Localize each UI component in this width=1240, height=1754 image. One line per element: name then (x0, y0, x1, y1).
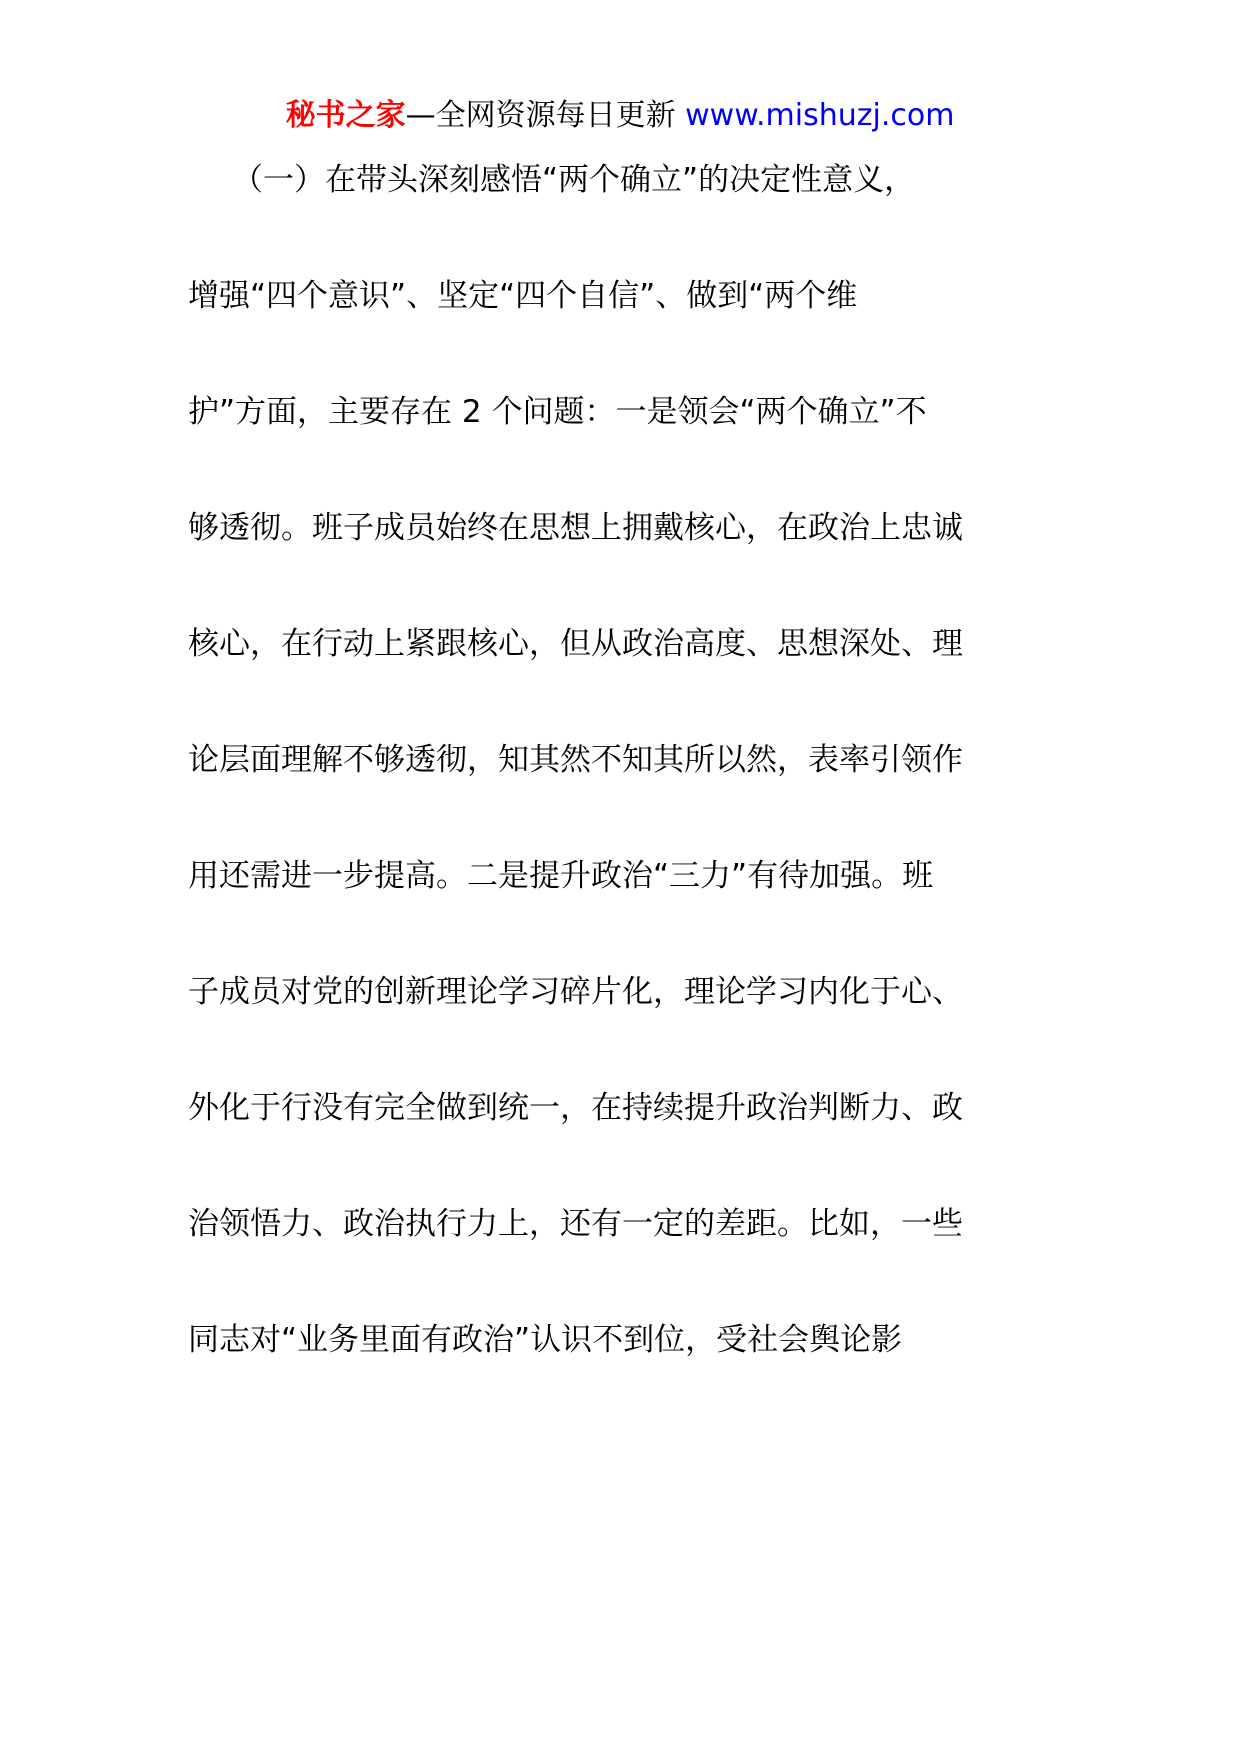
paragraph-line: 用还需进一步提高。二是提升政治“三力”有待加强。班 (188, 858, 934, 894)
paragraph-line: 治领悟力、政治执行力上，还有一定的差距。比如，一些 (188, 1206, 963, 1242)
paragraph-line: 核心，在行动上紧跟核心，但从政治高度、思想深处、理 (188, 626, 963, 662)
paragraph-line: 外化于行没有完全做到统一，在持续提升政治判断力、政 (188, 1090, 963, 1126)
paragraph-line: 子成员对党的创新理论学习碎片化，理论学习内化于心、 (188, 974, 963, 1010)
paragraph-line: 护”方面，主要存在 2 个问题：一是领会“两个确立”不 (188, 394, 927, 430)
paragraph-line: 同志对“业务里面有政治”认识不到位，受社会舆论影 (188, 1322, 903, 1358)
paragraph-line: 够透彻。班子成员始终在思想上拥戴核心，在政治上忠诚 (188, 510, 963, 546)
document-header (0, 96, 1240, 136)
brand-name: 秘书之家 (285, 98, 406, 133)
paragraph-line: （一）在带头深刻感悟“两个确立”的决定性意义， (232, 162, 916, 198)
paragraph-line: 增强“四个意识”、坚定“四个自信”、做到“两个维 (188, 278, 858, 314)
website-link[interactable]: www.mishuzj.com (685, 98, 955, 133)
paragraph-line: 论层面理解不够透彻，知其然不知其所以然，表率引领作 (188, 742, 963, 778)
header-tagline: —全网资源每日更新 (405, 98, 676, 133)
